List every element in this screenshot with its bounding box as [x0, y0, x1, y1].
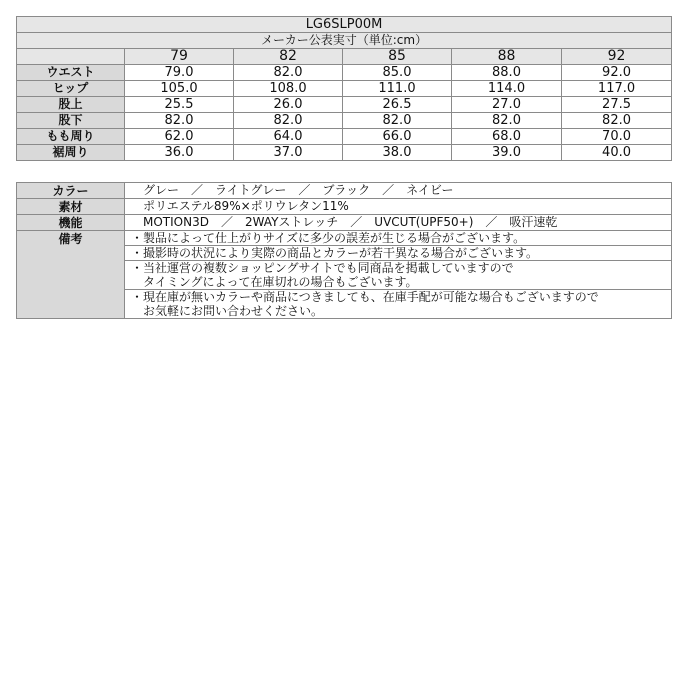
size-header-row: [17, 49, 672, 65]
row-label: 裾周り: [17, 145, 125, 161]
header-corner: [17, 49, 125, 65]
spec-row-color: [17, 183, 672, 199]
cell-value: 64.0: [234, 129, 343, 145]
cell-value: 88.0: [452, 65, 562, 81]
cell-value: 26.5: [343, 97, 452, 113]
cell-value: 40.0: [562, 145, 672, 161]
note-line: お気軽にお問い合わせください。: [131, 304, 324, 318]
note-line: ・撮影時の状況により実際の商品とカラーが若干異なる場合がございます。: [131, 246, 539, 260]
spec-value: ポリエステル89%×ポリウレタン11%: [125, 199, 672, 215]
measurement-row-rise: [17, 97, 672, 113]
cell-value: 79.0: [125, 65, 234, 81]
cell-value: 66.0: [343, 129, 452, 145]
cell-value: 82.0: [125, 113, 234, 129]
measurement-row-inseam: [17, 113, 672, 129]
row-label: もも周り: [17, 129, 125, 145]
cell-value: 26.0: [234, 97, 343, 113]
cell-value: 85.0: [343, 65, 452, 81]
size-chart-title: メーカー公表実寸（単位:cm）: [17, 33, 672, 49]
note-line: ・当社運営の複数ショッピングサイトでも同商品を掲載していますので: [131, 261, 514, 275]
measurement-row-hem: [17, 145, 672, 161]
row-label: 股下: [17, 113, 125, 129]
cell-value: 111.0: [343, 81, 452, 97]
cell-value: 37.0: [234, 145, 343, 161]
spec-label: 素材: [17, 199, 125, 215]
note-item: [125, 261, 672, 290]
note-item: [125, 231, 672, 246]
spec-row-material: [17, 199, 672, 215]
cell-value: 62.0: [125, 129, 234, 145]
product-spec-table: [16, 182, 672, 319]
cell-value: 117.0: [562, 81, 672, 97]
spec-value: MOTION3D ／ 2WAYストレッチ ／ UVCUT(UPF50+) ／ 吸汗速乾: [125, 215, 672, 231]
spec-label: 機能: [17, 215, 125, 231]
cell-value: 82.0: [562, 113, 672, 129]
note-item: [125, 290, 672, 319]
cell-value: 70.0: [562, 129, 672, 145]
cell-value: 38.0: [343, 145, 452, 161]
product-code: LG6SLP00M: [17, 17, 672, 33]
cell-value: 108.0: [234, 81, 343, 97]
size-header: 79: [125, 49, 234, 65]
spec-label: カラー: [17, 183, 125, 199]
cell-value: 82.0: [234, 113, 343, 129]
measurement-row-thigh: [17, 129, 672, 145]
cell-value: 25.5: [125, 97, 234, 113]
note-line: ・製品によって仕上がりサイズに多少の誤差が生じる場合がございます。: [131, 231, 526, 245]
row-label: ウエスト: [17, 65, 125, 81]
cell-value: 105.0: [125, 81, 234, 97]
note-line: ・現在庫が無いカラーや商品につきましても、在庫手配が可能な場合もございますので: [131, 290, 599, 304]
spec-row-notes: [17, 231, 672, 246]
note-item: [125, 246, 672, 261]
cell-value: 39.0: [452, 145, 562, 161]
cell-value: 82.0: [343, 113, 452, 129]
row-label: 股上: [17, 97, 125, 113]
measurement-row-hip: [17, 81, 672, 97]
size-header: 92: [562, 49, 672, 65]
cell-value: 36.0: [125, 145, 234, 161]
cell-value: 92.0: [562, 65, 672, 81]
size-header: 85: [343, 49, 452, 65]
spec-label: 備考: [17, 231, 125, 319]
note-line: タイミングによって在庫切れの場合もございます。: [131, 275, 418, 289]
spec-row-function: [17, 215, 672, 231]
measurement-row-waist: [17, 65, 672, 81]
cell-value: 114.0: [452, 81, 562, 97]
cell-value: 82.0: [234, 65, 343, 81]
size-chart-table: [16, 16, 672, 161]
cell-value: 68.0: [452, 129, 562, 145]
cell-value: 27.5: [562, 97, 672, 113]
cell-value: 82.0: [452, 113, 562, 129]
cell-value: 27.0: [452, 97, 562, 113]
size-header: 82: [234, 49, 343, 65]
size-header: 88: [452, 49, 562, 65]
spec-value: グレー ／ ライトグレー ／ ブラック ／ ネイビー: [125, 183, 672, 199]
row-label: ヒップ: [17, 81, 125, 97]
